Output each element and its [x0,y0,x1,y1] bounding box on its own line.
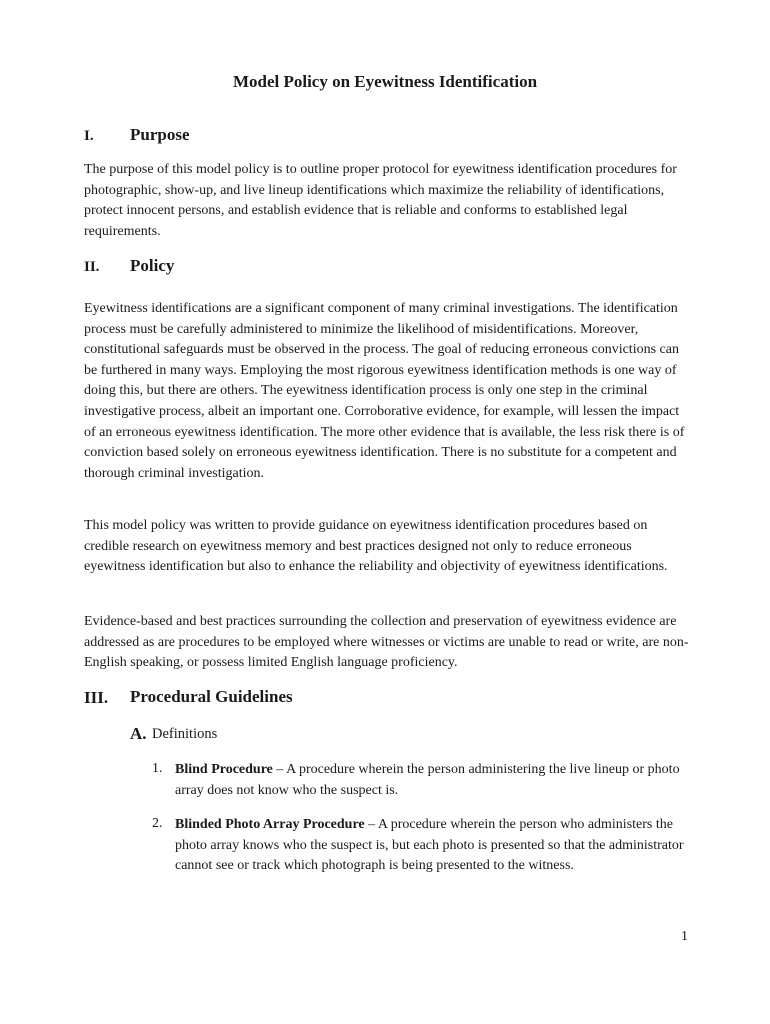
definition-2-term: Blinded Photo Array Procedure [175,817,365,832]
section-2-paragraph-2: This model policy was written to provide guidance on eyewitness identification procedures based on credible research on eyewitness memory and best practices designed not only to reduce erroneous eyewitness identification but also to enhance the reliability and objectivity of eyewitness identifications. [84,518,668,575]
definition-2 [175,815,690,877]
section-2-number: II. [84,259,100,275]
section-3-number: III. [84,688,109,707]
section-3-heading: Procedural Guidelines [130,687,293,706]
subsection-a-heading: Definitions [152,726,218,742]
definition-1 [175,760,690,801]
subsection-a-letter: A. [130,724,147,743]
definition-1-term: Blind Procedure [175,762,273,777]
section-2-heading: Policy [130,256,175,275]
section-1-heading: Purpose [130,125,190,144]
page-number: 1 [681,929,688,944]
section-2-paragraph-1: Eyewitness identifications are a significant component of many criminal investigations. The identification process must be carefully administered to minimize the likelihood of misidentifications. Moreover, constitutional safeguards must be observed in the process. The goal of reducing erroneous convictions can be furthered in many ways. Employing the most rigorous eyewitness identification methods is one way of doing this, but there are others. The eyewitness identification process is only one step in the criminal investigative process, albeit an important one. Corroborative evidence, for example, will lessen the impact of an erroneous eyewitness identification. The more other evidence that is available, the less risk there is of conviction based solely on erroneous eyewitness identification. There is no substitute for a competent and thorough criminal investigation. [84,301,685,481]
definition-1-text: – A procedure wherein the person administering the live lineup or photo array does not know who the suspect is. [175,762,680,798]
section-1-paragraph-1: The purpose of this model policy is to outline proper protocol for eyewitness identification procedures for photographic, show-up, and live lineup identifications which maximize the reliability of identifications, protect innocent persons, and establish evidence that is reliable and conforms to established legal requirements. [84,162,677,239]
section-1-number: I. [84,128,94,144]
definition-2-text: – A procedure wherein the person who administers the photo array knows who the suspect is, but each photo is presented so that the administrator cannot see or track which photograph is being presented to the witness. [175,817,684,874]
section-2-paragraph-3: Evidence-based and best practices surrounding the collection and preservation of eyewitness evidence are addressed as are procedures to be employed where witnesses or victims are unable to read or write, are non-English speaking, or possess limited English language proficiency. [84,614,689,671]
definition-1-number: 1. [152,761,163,776]
definition-2-number: 2. [152,816,163,831]
document-title: Model Policy on Eyewitness Identification [232,72,538,91]
